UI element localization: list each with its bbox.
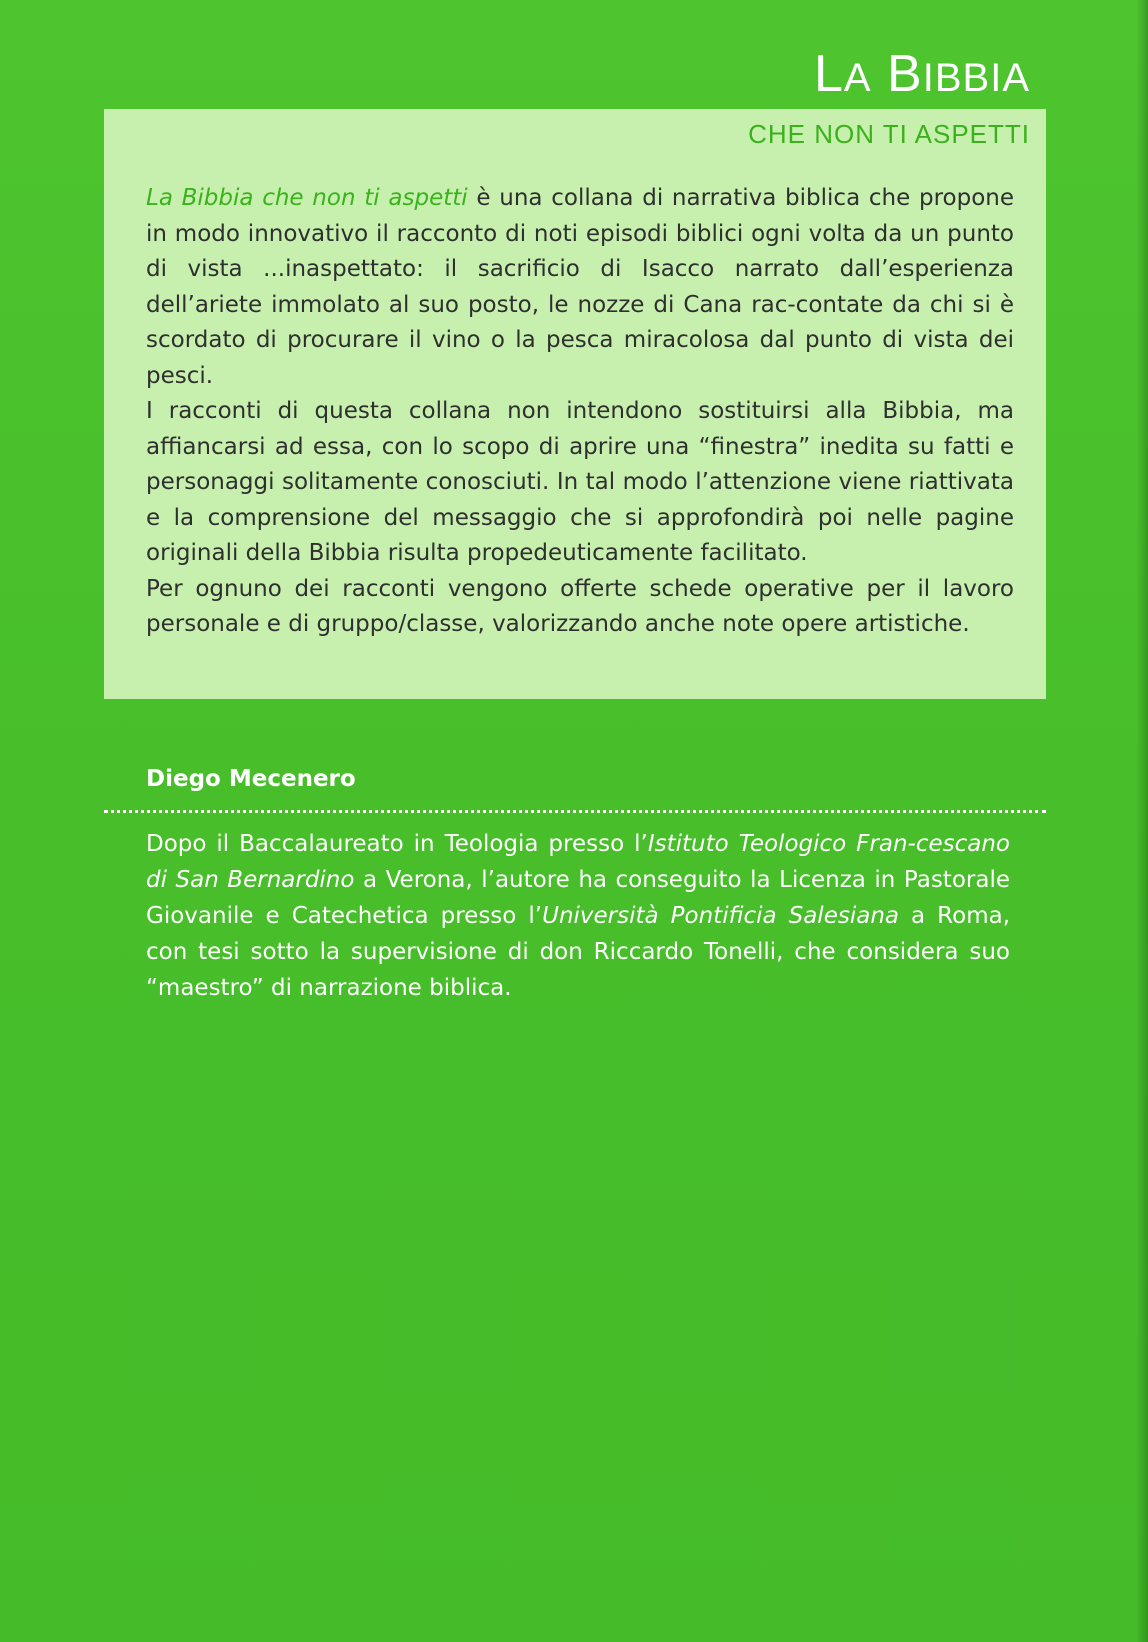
series-title	[813, 45, 1030, 103]
series-title-initial-1: L	[813, 45, 844, 103]
series-subtitle: CHE NON TI ASPETTI	[748, 119, 1030, 149]
dotted-divider	[104, 810, 1046, 813]
author-bio-part-3: a Verona, l’autore ha conseguito la Licenza in Pastorale Giovanile e Catechetica presso l’	[146, 867, 1010, 929]
author-bio	[146, 826, 1010, 1006]
series-name-highlight: La Bibbia che non ti aspetti	[146, 185, 468, 211]
series-title-rest-2: IBBIA	[922, 56, 1030, 100]
description-paragraph-1	[146, 181, 1014, 394]
description-paragraph-1-text: è una collana di narrativa biblica che propone in modo innovativo il racconto di noti episodi biblici ogni volta da un punto di vista ...inaspettato: il sacrificio di Isacco narrato dall’esperienza dell’ariete immolato al suo posto, le nozze di Cana rac-contate da chi si è scordato di procurare il vino o la pesca miracolosa dal punto di vista dei pesci.	[146, 185, 1015, 389]
description-paragraph-2: I racconti di questa collana non intendono sostituirsi alla Bibbia, ma affiancarsi ad essa, con lo scopo di aprire una “finestra” inedita su fatti e personaggi solitamente conosciuti. In tal modo l’attenzione viene riattivata e la comprensione del messaggio che si approfondirà poi nelle pagine originali della Bibbia risulta propedeuticamente facilitato.	[146, 398, 1014, 566]
author-bio-university: Università Pontificia Salesiana	[542, 903, 899, 929]
author-bio-institute: Istituto Teologico Fran-cescano di San Bernardino	[146, 831, 1010, 893]
series-title-rest-1: A	[843, 56, 872, 100]
author-name: Diego Mecenero	[146, 766, 356, 792]
description-text	[146, 181, 1014, 643]
author-bio-part-1: Dopo il Baccalaureato in Teologia presso l’	[146, 831, 648, 857]
series-title-initial-2: B	[887, 45, 923, 103]
description-paragraph-3: Per ognuno dei racconti vengono offerte schede operative per il lavoro personale e di gruppo/classe, valorizzando anche note opere artistiche.	[146, 575, 1014, 637]
author-bio-part-5: a Roma, con tesi sotto la supervisione di don Riccardo Tonelli, che considera suo “maestro” di narrazione biblica.	[146, 903, 1011, 1001]
cover-edge-shadow	[1136, 0, 1148, 1642]
description-panel	[104, 109, 1046, 699]
